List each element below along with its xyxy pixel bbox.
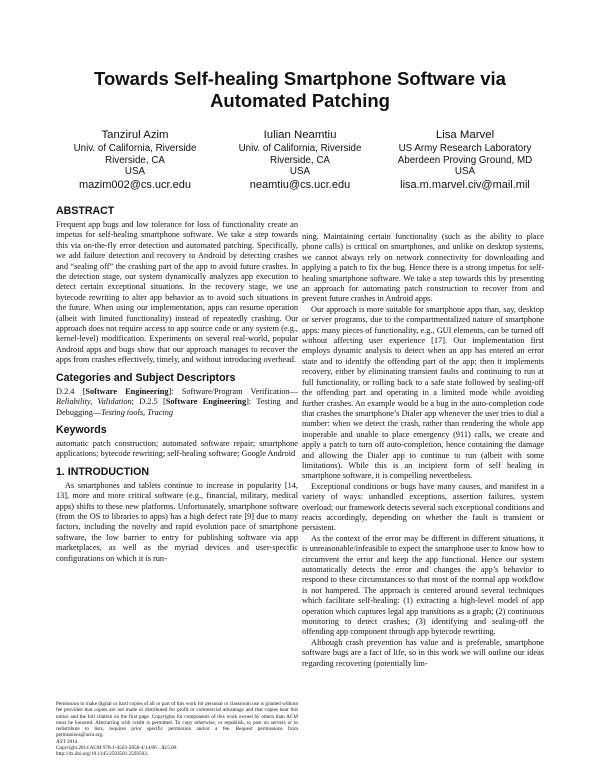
intro-paragraph: Our approach is more suitable for smartphone apps than, say, desktop or server programs, due to the compartmentalized nature of smartphone apps: many pieces of functionality, e.g., GUI elements, can be turned off without affecting user experience [17]. Our implementation first employs dynamic analysis to detect when an app has entered an error state and to identify the offending part of the app; then it implements recovery, either by eliminating transient faults and continuing to run at full functionality, or rolling back to a safe state followed by sealing-off the offending part and operating in a limited mode while avoiding further crashes. An example would be a bug in the auto-completion code that crashes the smartphone’s Dialer app whenever the user tries to dial a number: when we detect the crash, rather than rendering the whole app inoperable and unable to place emergency (911) calls, we create and apply a patch to turn off auto-completion, hence containing the damage and allowing the Dialer app to continue to run (albeit with some limitations). While this is an incipient form of self healing in smartphone software, it is compelling nevertheless. [302,304,544,481]
author-affiliation: Univ. of California, Riverside [238,143,362,154]
category-italic: Testing tools, Tracing [101,407,174,417]
author-name: Tanzirul Azim [101,129,169,141]
author-country: USA [289,166,311,177]
category-bold: Software Engineering [165,397,247,407]
author-1 [55,129,215,191]
category-italic: Reliability, Validation [56,397,132,407]
category-desc: ]: Software/Program Verification— [168,386,298,396]
category-code: D.2.4 [ [56,386,86,396]
paper-title: Towards Self-healing Smartphone Software via Automated Patching [94,68,506,111]
author-affiliation: US Army Research Laboratory [398,143,532,154]
doi-link: http://dx.doi.org/10.1145/2593501.2593503. [56,751,149,758]
permissions-footnote [56,701,298,758]
category-bold: Software Engineering [85,386,169,396]
left-column [56,205,298,564]
keywords-text: automatic patch construction; automated software repair; smartphone applications; bytecode rewriting; self-healing software; Google Android [56,438,298,459]
abstract-heading: ABSTRACT [56,205,115,217]
intro-paragraph: As the context of the error may be different in different situations, it is unreasonable/infeasible to expect the smartphone user to know how to circumvent the error and keep the app functional. Hence our system automatically detects the error and changes the app’s behavior to respond to these circumstances so that most of the normal app workflow is not hampered. The approach is centered around several techniques which facilitate self-healing: (1) extracting a high-level model of app operation which captures legal app transitions as a graph; (2) continuous monitoring to detect crashes; (3) identifying and sealing-off the offending app component through app bytecode rewriting. [302,533,544,637]
author-email: neamtiu@cs.ucr.edu [249,178,351,191]
right-column [302,232,544,669]
author-affiliation: Univ. of California, Riverside [73,143,197,154]
author-country: USA [124,166,146,177]
author-email: mazim002@cs.ucr.edu [78,178,192,191]
categories-heading: Categories and Subject Descriptors [56,371,236,384]
author-location: Riverside, CA [270,154,330,166]
category-code: ; D.2.5 [ [131,397,166,407]
author-3 [385,129,545,191]
category-desc: ]: Testing and Debugging— [56,397,298,417]
introduction-heading: 1. INTRODUCTION [56,465,149,478]
intro-paragraph: Exceptional conditions or bugs have many causes, and manifest in a variety of ways: unhandled exceptions, assertion failures, system overload; our framework detects several such exceptional conditions and reacts accordingly, depending on whether the fault is transient or persistent. [302,481,544,533]
permission-text: Permission to make digital or hard copies of all or part of this work for personal or classroom use is granted without fee provided that copies are not made or distributed for profit or commercial advantage and that copies bear this notice and the full citation on the first page. Copyrights for components of this work owned by others than ACM must be honored. Abstracting with credit is permitted. To copy otherwise, or republish, to post on servers or to redistribute to lists, requires prior specific permission and/or a fee. Request permissions from permissions@acm.org. [56,701,298,739]
venue: AST 2014 [56,738,78,745]
copyright: Copyright 2014 ACM 978-1-4503-2858-4/14/06 ...$15.00. [56,745,178,752]
author-name: Lisa Marvel [435,129,495,141]
author-location: Riverside, CA [105,154,165,166]
author-country: USA [454,166,476,177]
author-location: Aberdeen Proving Ground, MD [397,154,533,166]
abstract-text: Frequent app bugs and low tolerance for loss of functionality create an impetus for self-healing smartphone software. We take a step towards this via on-the-fly error detection and automated patching. Specifically, we add failure detection and recovery to Android by detecting crashes and “sealing off” the crashing part of the app to avoid future crashes. In the detection stage, our system dynamically analyzes app execution to detect certain exceptional situations. In the recovery stage, we use bytecode rewriting to alter app behavior as to avoid such situations in the future. When using our implementation, apps can resume operation (albeit with limited functionality) instead of repeatedly crashing. Our approach does not require access to app source code or any system (e.g., kernel-level) modification. Experiments on several real-world, popular Android apps and bugs show that our approach manages to recover the apps from crashes effectively, timely, and without introducing overhead. [56,220,298,365]
author-email: lisa.m.marvel.civ@mail.mil [400,178,530,191]
author-block [55,129,545,191]
intro-paragraph: As smartphones and tablets continue to increase in popularity [14, 13], more and more critical software (e.g., financial, military, medical apps) shifts to these new platforms. Unfortunately, smartphone software (from the OS to libraries to apps) has a high defect rate [9] due to many factors, including the novelty and rapid evolution pace of smartphone software, the low barrier to entry for publishing software via app marketplaces, as well as the myriad devices and user-specific configurations on which it is run- [56,480,298,563]
author-2 [220,129,380,191]
keywords-heading: Keywords [56,423,107,436]
intro-paragraph: ning. Maintaining certain functionality (such as the ability to place phone calls) is critical on smartphones, and unlike on desktop systems, we cannot always rely on network connectivity for downloading and applying a patch to fix the bug. Hence there is a strong impetus for self-healing smartphone software. We take a step towards this by presenting an approach for automating patch construction to recover from and prevent future crashes in Android apps. [302,232,544,304]
categories-text [56,387,298,418]
author-name: Iulian Neamtiu [263,129,337,141]
intro-paragraph: Although crash prevention has value and is preferable, smartphone software bugs are a fact of life, so in this work we will outline our ideas regarding recovering (potentially lim- [302,637,544,668]
